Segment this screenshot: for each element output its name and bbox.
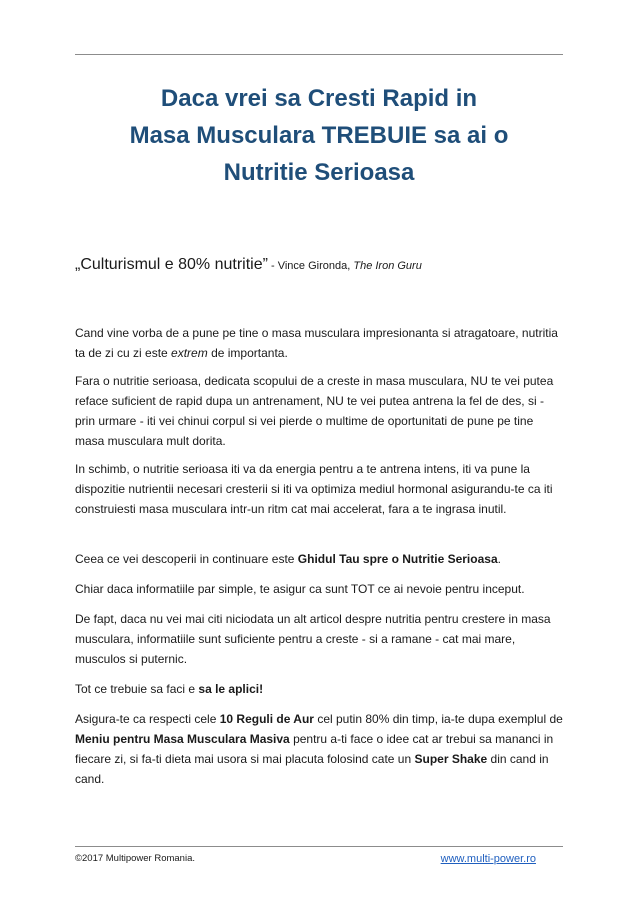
copyright-text: ©2017 Multipower Romania. [75, 853, 196, 864]
paragraph-1: Cand vine vorba de a pune pe tine o masa musculara impresionanta si atragatoare, nutritia ta de zi cu zi este extrem de importanta. [75, 326, 558, 360]
header-rule [75, 54, 563, 55]
website-link[interactable]: www.multi-power.ro [440, 853, 536, 865]
paragraph-8: Asigura-te ca respecti cele 10 Reguli de Aur cel putin 80% din timp, ia-te dupa exemplul de Meniu pentru Masa Musculara Masiva pentru a-ti face o idee cat ar trebui sa mananci in fiecare zi, si fa-ti dieta mai usora si mai placuta folosind cate un Super Shake din cand in cand. [75, 712, 563, 786]
intro-section [75, 323, 563, 527]
quote [75, 256, 563, 274]
title-line-3: Nutritie Serioasa [223, 159, 415, 186]
paragraph-2: Fara o nutritie serioasa, dedicata scopului de a creste in masa musculara, NU te vei putea reface suficient de rapid dupa un antrenament, NU te vei putea antrena la fel de des, si - prin urmare - iti vei chinui corpul si vei pierde o multime de oportunitati de pune pe tine masa musculara mult dorita. [75, 374, 554, 448]
paragraph-6: De fapt, daca nu vei mai citi niciodata un alt articol despre nutritia pentru crestere in masa musculara, informatiile sunt suficiente pentru a creste - si a ramane - cat mai mare, musculos si puternic. [75, 612, 551, 666]
quote-text: „Culturismul e 80% nutritie” [75, 256, 268, 273]
quote-work: The Iron Guru [353, 260, 422, 272]
quote-attribution: - Vince Gironda, [267, 260, 354, 272]
paragraph-7: Tot ce trebuie sa faci e sa le aplici! [75, 682, 264, 696]
guide-section [75, 549, 563, 799]
paragraph-4: Ceea ce vei descoperii in continuare este Ghidul Tau spre o Nutritie Serioasa. [75, 552, 501, 566]
paragraph-3: In schimb, o nutritie serioasa iti va da energia pentru a te antrena intens, iti va pune la dispozitie nutrientii necesari cresterii si iti va optimiza mediul hormonal asigurandu-te ca iti construiesti masa musculara intr-un ritm cat mai accelerat, fara a te ingrasa inutil. [75, 462, 553, 516]
page-title [75, 80, 563, 191]
paragraph-5: Chiar daca informatiile par simple, te asigur ca sunt TOT ce ai nevoie pentru inceput. [75, 582, 525, 596]
title-line-2: Masa Musculara TREBUIE sa ai o [129, 122, 509, 149]
title-line-1: Daca vrei sa Cresti Rapid in [160, 85, 478, 112]
footer-rule [75, 846, 563, 847]
